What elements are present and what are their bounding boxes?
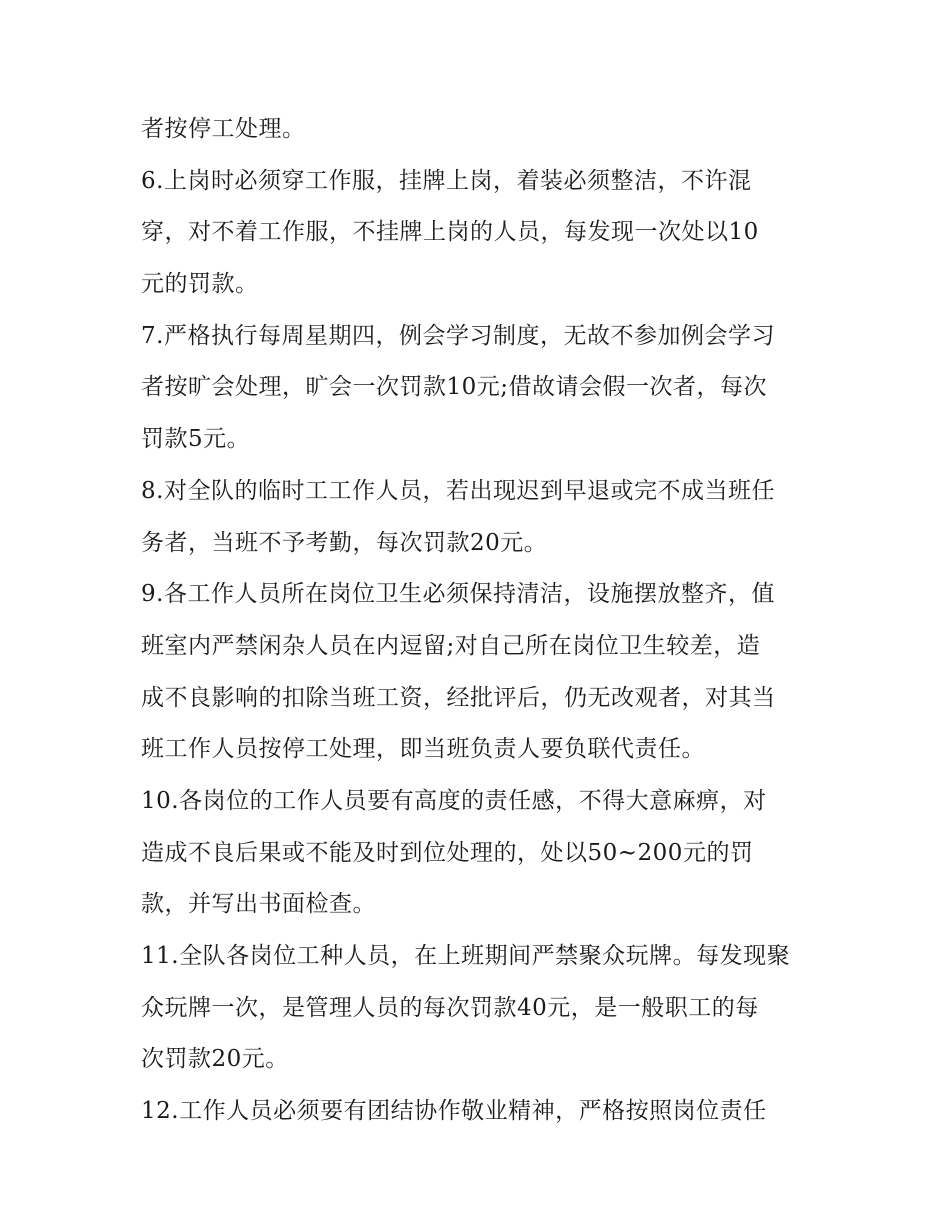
text-line: 众玩牌一次，是管理人员的每次罚款40元，是一般职工的每 (141, 994, 759, 1021)
text-line: 款，并写出书面检查。 (141, 891, 376, 918)
text-line: 10.各岗位的工作人员要有高度的责任感，不得大意麻痹，对 (141, 787, 767, 814)
text-line: 6.上岗时必须穿工作服，挂牌上岗，着装必须整洁，不许混 (141, 167, 752, 194)
text-line: 9.各工作人员所在岗位卫生必须保持清洁，设施摆放整齐，值 (141, 581, 775, 608)
text-line: 者按旷会处理，旷会一次罚款10元;借故请会假一次者，每次 (141, 374, 768, 401)
text-line: 造成不良后果或不能及时到位处理的，处以50~200元的罚 (141, 839, 754, 866)
text-line: 次罚款20元。 (141, 1046, 289, 1073)
text-line: 成不良影响的扣除当班工资，经批评后，仍无改观者，对其当 (141, 684, 776, 711)
text-line: 元的罚款。 (141, 271, 259, 298)
text-line: 罚款5元。 (141, 426, 251, 453)
text-line: 班室内严禁闲杂人员在内逗留;对自己所在岗位卫生较差，造 (141, 632, 761, 659)
text-line: 11.全队各岗位工种人员，在上班期间严禁聚众玩牌。每发现聚 (141, 943, 791, 969)
document-body (141, 104, 821, 1138)
text-line: 务者，当班不予考勤，每次罚款20元。 (141, 529, 548, 556)
text-line: 8.对全队的临时工工作人员，若出现迟到早退或完不成当班任 (141, 477, 775, 504)
text-line: 12.工作人员必须要有团结协作敬业精神，严格按照岗位责任 (141, 1098, 767, 1125)
text-line: 7.严格执行每周星期四，例会学习制度，无故不参加例会学习 (141, 322, 775, 349)
text-line: 穿，对不着工作服，不挂牌上岗的人员，每发现一次处以10 (141, 219, 759, 246)
text-line: 班工作人员按停工处理，即当班负责人要负联代责任。 (141, 736, 705, 763)
text-line: 者按停工处理。 (141, 116, 306, 142)
